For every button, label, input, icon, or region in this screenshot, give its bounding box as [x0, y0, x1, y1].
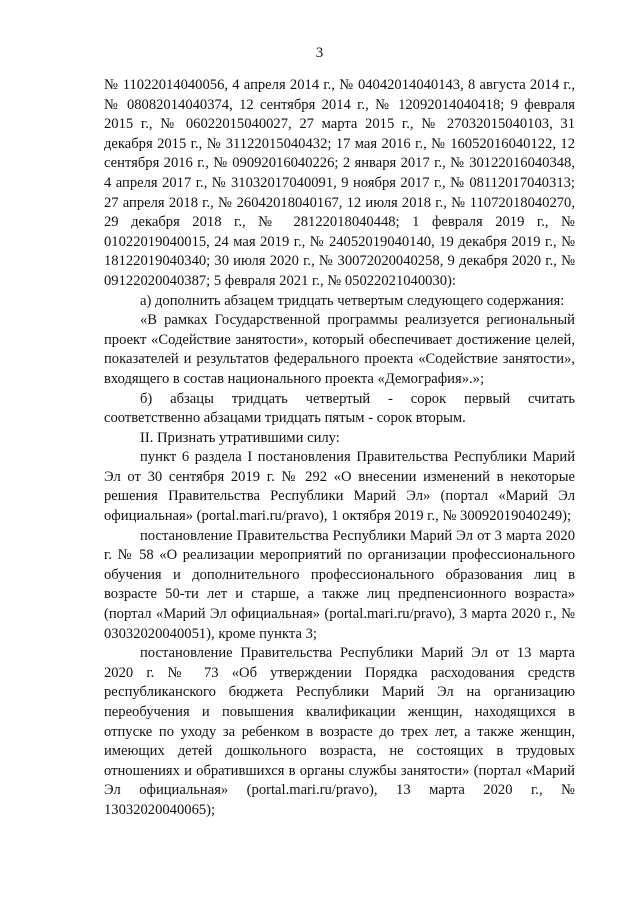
section-heading-repeal: II. Признать утратившими силу:	[140, 429, 340, 446]
page-number: 3	[315, 45, 324, 61]
paragraph-quoted-text: «В рамках Государственной программы реализуется региональный проект «Содействие занятости», который обеспечивает достижение целей, показателей и результатов федерального проекта «Содействие занятости», входящего в состав национального проекта «Демография».»;	[104, 312, 575, 387]
document-body	[104, 76, 575, 821]
paragraph-item-b: б) абзацы тридцать четвертый - сорок первый считать соответственно абзацами тридцать пятым - сорок вторым.	[104, 390, 575, 427]
paragraph-amendment-list: № 11022014040056, 4 апреля 2014 г., № 04042014040143, 8 августа 2014 г., № 08082014040374, 12 сентября 2014 г., № 12092014040418; 9 февраля 2015 г., № 06022015040027, 27 марта 2015 г., № 27032015040103, 31 декабря 2015 г., № 31122015040432; 17 мая 2016 г., № 16052016040122, 12 сентября 2016 г., № 09092016040226; 2 января 2017 г., № 30122016040348, 4 апреля 2017 г., № 31032017040091, 9 ноября 2017 г., № 08112017040313; 27 апреля 2018 г., № 26042018040167, 12 июля 2018 г., № 11072018040270, 29 декабря 2018 г., № 28122018040448; 1 февраля 2019 г., № 01022019040015, 24 мая 2019 г., № 24052019040140, 19 декабря 2019 г., № 18122019040340; 30 июля 2020 г., № 30072020040258, 9 декабря 2020 г., № 09122020040387; 5 февраля 2021 г., № 05022021040030):	[104, 77, 575, 289]
paragraph-item-a: а) дополнить абзацем тридцать четвертым следующего содержания:	[140, 292, 565, 309]
paragraph-repeal-2: постановление Правительства Республики Марий Эл от 3 марта 2020 г. № 58 «О реализации мероприятий по организации профессионального обучения и дополнительного профессионального образования лиц в возрасте 50-ти лет и старше, а также лиц предпенсионного возраста» (портал «Марий Эл официальная» (portal.mari.ru/pravo), 3 марта 2020 г., № 03032020040051), кроме пункта 3;	[104, 527, 575, 642]
paragraph-repeal-3: постановление Правительства Республики Марий Эл от 13 марта 2020 г. № 73 «Об утверждении Порядка расходования средств республиканского бюджета Республики Марий Эл на организацию переобучения и повышения квалификации женщин, находящихся в отпуске по уходу за ребенком в возрасте до трех лет, а также женщин, имеющих детей дошкольного возраста, не состоящих в трудовых отношениях и обратившихся в органы службы занятости» (портал «Марий Эл официальная» (portal.mari.ru/pravo), 13 марта 2020 г., № 13032020040065);	[104, 645, 575, 818]
paragraph-repeal-1: пункт 6 раздела I постановления Правительства Республики Марий Эл от 30 сентября 2019 г. № 292 «О внесении изменений в некоторые решения Правительства Республики Марий Эл» (портал «Марий Эл официальная» (portal.mari.ru/pravo), 1 октября 2019 г., № 30092019040249);	[104, 449, 575, 525]
